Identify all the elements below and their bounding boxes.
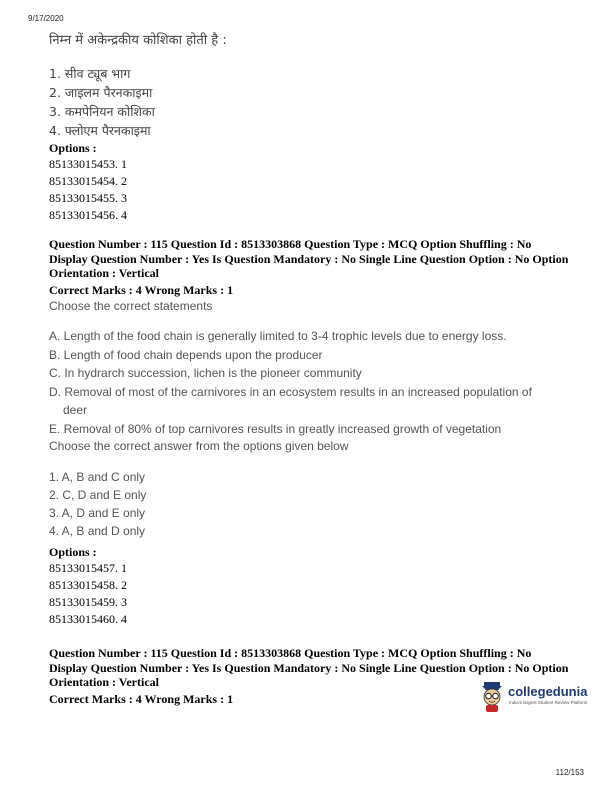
meta-line: Orientation : Vertical: [49, 266, 159, 280]
marks-line: Correct Marks : 4 Wrong Marks : 1: [49, 691, 234, 706]
statement-item: C. In hydrarch succession, lichen is the pioneer community: [49, 366, 362, 380]
answer-prompt: Choose the correct answer from the options given below: [49, 439, 349, 453]
question-meta-block: [49, 237, 589, 297]
options-list: [49, 156, 227, 224]
choice-item: 2. जाइलम पैरनकाइमा: [49, 85, 153, 100]
statement-item: B. Length of food chain depends upon the producer: [49, 347, 323, 362]
choice-item: 4. फ्लोएम पैरनकाइमा: [49, 123, 151, 138]
choice-item: 2. C, D and E only: [49, 488, 147, 502]
print-date: 9/17/2020: [28, 14, 64, 23]
hindi-choice-list: [49, 64, 227, 140]
choice-item: 4. A, B and D only: [49, 524, 146, 538]
option-id-line: 85133015454. 2: [49, 174, 127, 188]
statement-item-continuation: deer: [63, 403, 88, 417]
question-stem: Choose the correct statements: [49, 299, 213, 313]
meta-line: Orientation : Vertical: [49, 675, 159, 689]
meta-line: Question Number : 115 Question Id : 8513303868 Question Type : MCQ Option Shuffling : No: [49, 646, 532, 660]
collegedunia-logo: [478, 680, 598, 714]
question-2: [49, 299, 569, 628]
options-heading: Options :: [49, 141, 97, 155]
option-id-line: 85133015453. 1: [49, 157, 127, 171]
option-id-line: 85133015459. 3: [49, 595, 127, 609]
options-heading: Options :: [49, 545, 97, 559]
question-1: [49, 30, 227, 224]
option-id-line: 85133015457. 1: [49, 561, 127, 575]
meta-line: Display Question Number : Yes Is Question Mandatory : No Single Line Question Option : No Option: [49, 660, 569, 675]
choice-list: [49, 468, 569, 540]
choice-item: 1. A, B and C only: [49, 470, 146, 484]
option-id-line: 85133015460. 4: [49, 612, 127, 626]
option-id-line: 85133015456. 4: [49, 208, 127, 222]
meta-line: Display Question Number : Yes Is Question Mandatory : No Single Line Question Option : No Option: [49, 251, 569, 266]
page-number: 112/153: [555, 768, 584, 777]
logo-tagline: India's largest Student Review Platform: [509, 700, 588, 705]
statement-list: [49, 327, 569, 438]
choice-item: 3. कमपेनियन कोशिका: [49, 104, 155, 119]
question-stem-hindi: निम्न में अकेन्द्रकीय कोशिका होती है :: [49, 33, 227, 48]
mascot-icon: [478, 680, 508, 714]
marks-line: Correct Marks : 4 Wrong Marks : 1: [49, 282, 234, 297]
statement-item: D. Removal of most of the carnivores in an ecosystem results in an increased population of: [49, 384, 532, 399]
logo-wordmark: collegedunia: [508, 684, 588, 699]
meta-line: Question Number : 115 Question Id : 8513303868 Question Type : MCQ Option Shuffling : No: [49, 237, 532, 251]
choice-item: 3. A, D and E only: [49, 506, 146, 520]
statement-item: A. Length of the food chain is generally limited to 3-4 trophic levels due to energy loss.: [49, 329, 507, 343]
option-id-line: 85133015458. 2: [49, 578, 127, 592]
choice-item: 1. सीव ट्यूब भाग: [49, 66, 131, 81]
statement-item: E. Removal of 80% of top carnivores results in greatly increased growth of vegetation: [49, 421, 502, 436]
option-id-line: 85133015455. 3: [49, 191, 127, 205]
options-list: [49, 560, 569, 628]
